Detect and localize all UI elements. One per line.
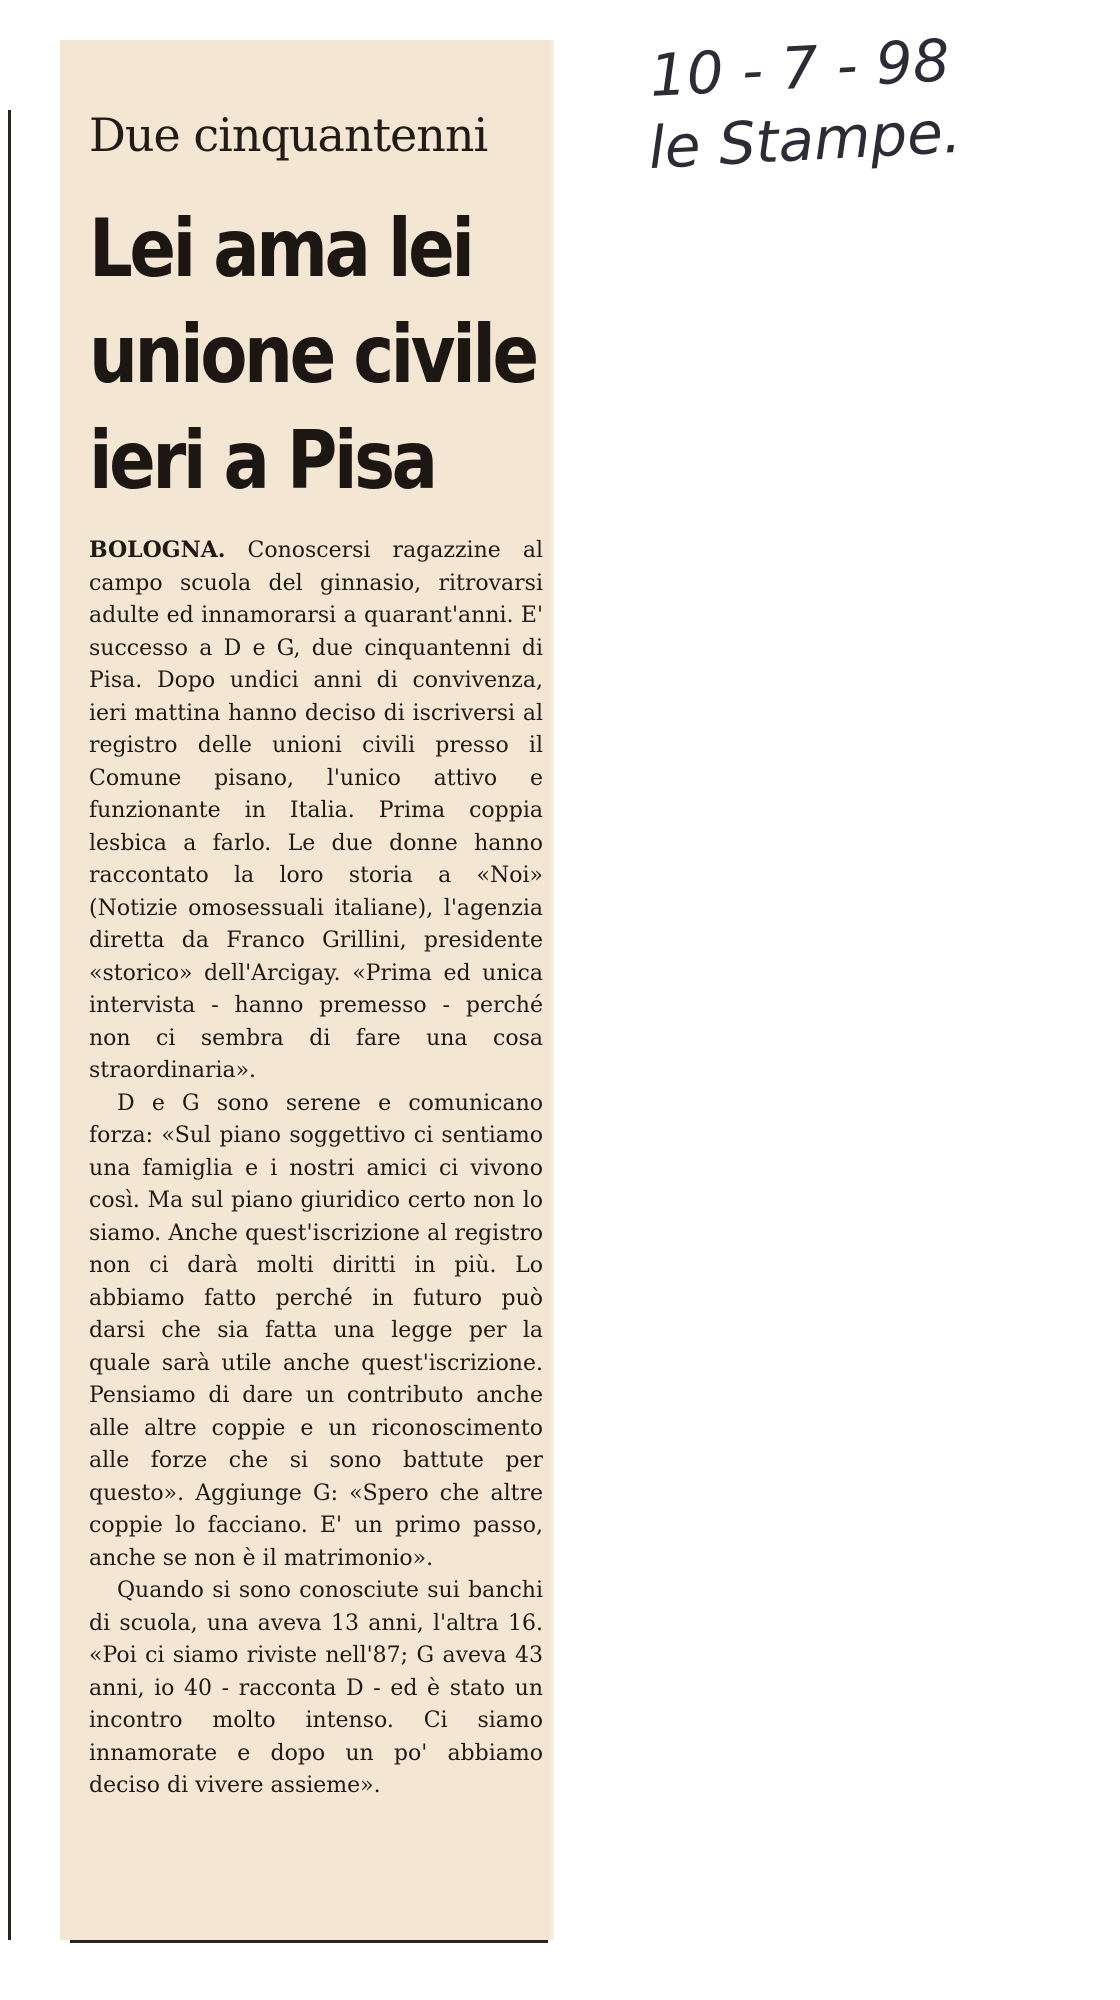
handwritten-source: le Stampe.	[646, 97, 963, 183]
article-paragraph	[89, 534, 543, 1088]
newspaper-clipping	[60, 40, 550, 1940]
article-kicker: Due cinquantenni	[89, 108, 488, 162]
headline-line: ieri a Pisa	[89, 414, 435, 507]
article-headline	[89, 196, 571, 514]
headline-line: unione civile	[89, 308, 536, 401]
headline-line: Lei ama lei	[89, 202, 472, 295]
column-rule-left	[8, 110, 11, 1940]
article-paragraph: Quando si sono conosciute sui banchi di scuola, una aveva 13 anni, l'altra 16. «Poi ci siamo riviste nell'87; G aveva 43 anni, io 40 - racconta D - ed è stato un incontro molto intenso. Ci siamo innamorate e dopo un po' abbiamo deciso di vivere assieme».	[89, 1578, 543, 1798]
article-body	[89, 534, 543, 1803]
column-rule-bottom	[70, 1940, 548, 1943]
paragraph-text: Conoscersi ragazzine al campo scuola del ginnasio, ritrovarsi adulte ed innamorarsi a quarant'anni. E' successo a D e G, due cinquantenni di Pisa. Dopo undici anni di convivenza, ieri mattina hanno deciso di iscriversi al registro delle unioni civili presso il Comune pisano, l'unico attivo e funzionante in Italia. Prima coppia lesbica a farlo. Le due donne hanno raccontato la loro storia a «Noi» (Notizie omosessuali italiane), l'agenzia diretta da Franco Grillini, presidente «storico» dell'Arcigay. «Prima ed unica intervista - hanno premesso - perché non ci sembra di fare una cosa straordinaria».	[89, 538, 544, 1083]
article-dateline: BOLOGNA.	[89, 537, 226, 563]
article-column	[65, 104, 544, 1940]
handwritten-note	[648, 24, 963, 184]
handwritten-date: 10 - 7 - 98	[648, 26, 952, 110]
article-paragraph: D e G sono serene e comunicano forza: «Sul piano soggettivo ci sentiamo una famiglia e i nostri amici ci vivono così. Ma sul piano giuridico certo non lo siamo. Anche quest'iscrizione al registro non ci darà molti diritti in più. Lo abbiamo fatto perché in futuro può darsi che sia fatta una legge per la quale sarà utile anche quest'iscrizione. Pensiamo di dare un contributo anche alle altre coppie e un riconoscimento alle forze che si sono battute per questo». Aggiunge G: «Spero che altre coppie lo facciano. E' un primo passo, anche se non è il matrimonio».	[89, 1090, 543, 1571]
